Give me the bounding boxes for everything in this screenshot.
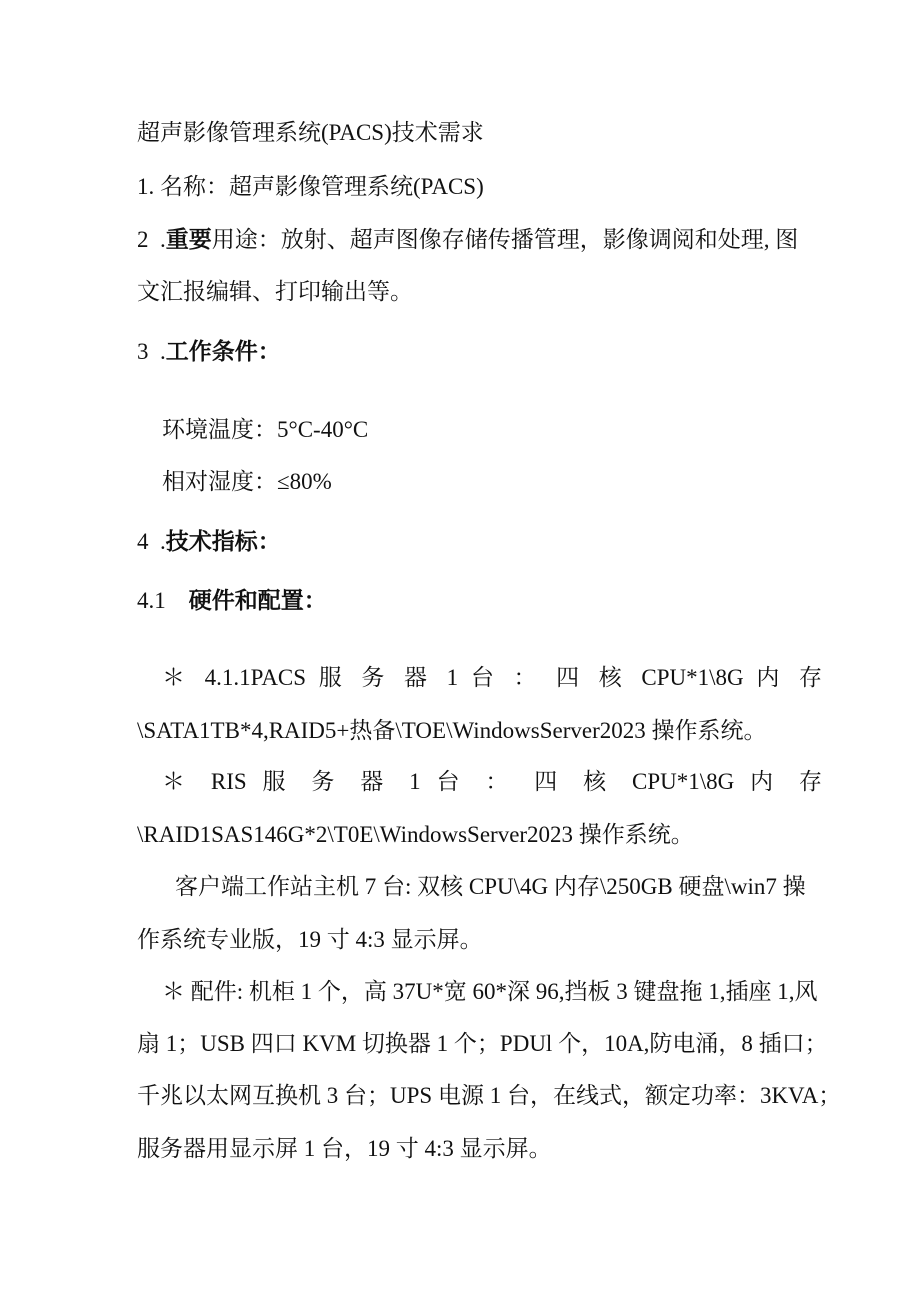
- accessories-line-2: 扇 1；USB 四口 KVM 切换器 1 个；PDUl 个，10A,防电涌，8 插口；: [137, 1031, 828, 1056]
- purpose-line-2: 文汇报编辑、打印输出等。: [137, 279, 413, 304]
- specs-heading-line: [137, 527, 827, 557]
- client-line-1: 客户端工作站主机 7 台: 双核 CPU\4G 内存\250GB 硬盘\win7 操: [175, 874, 806, 899]
- hardware-heading: 硬件和配置：: [188, 588, 327, 613]
- temperature-line: 环境温度：5°C-40°C: [162, 417, 369, 442]
- name-line: 1. 名称：超声影像管理系统(PACS): [137, 174, 484, 199]
- specs-heading: 技术指标：: [165, 529, 281, 554]
- hardware-heading-line: [137, 586, 827, 616]
- client-line-2: 作系统专业版，19 寸 4:3 显示屏。: [137, 927, 483, 952]
- document-title: 超声影像管理系统(PACS)技术需求: [137, 120, 484, 145]
- accessories-line-3: 千兆以太网互换机 3 台；UPS 电源 1 台，在线式，额定功率：3KVA；: [137, 1083, 842, 1108]
- purpose-bold-label: 重要: [165, 227, 212, 252]
- hardware-number: 4.1: [137, 588, 189, 613]
- conditions-number: 3 .: [137, 339, 166, 364]
- accessories-line-1: ＊ 配件: 机柜 1 个，高 37U*宽 60*深 96,挡板 3 键盘拖 1,插座 1,风: [162, 979, 818, 1004]
- pacs-server-line-2: \SATA1TB*4,RAID5+热备\TOE\WindowsServer2023 操作系统。: [137, 718, 767, 743]
- conditions-heading: 工作条件：: [165, 339, 281, 364]
- pacs-server-line-1: ＊ 4.1.1PACS 服 务 器 1 台 ： 四 核 CPU*1\8G 内 存: [162, 665, 822, 690]
- ris-server-line-1: ＊ RIS 服 务 器 1 台 ： 四 核 CPU*1\8G 内 存: [162, 769, 822, 794]
- ris-server-line-2: \RAID1SAS146G*2\T0E\WindowsServer2023 操作系统。: [137, 822, 694, 847]
- purpose-text: 用途：放射、超声图像存储传播管理，影像调阅和处理, 图: [211, 227, 799, 252]
- specs-number: 4 .: [137, 529, 166, 554]
- purpose-number: 2 .: [137, 227, 166, 252]
- conditions-heading-line: [137, 337, 827, 367]
- purpose-line-1: [137, 225, 827, 255]
- humidity-line: 相对湿度：≤80%: [162, 469, 332, 494]
- accessories-line-4: 服务器用显示屏 1 台，19 寸 4:3 显示屏。: [137, 1136, 552, 1161]
